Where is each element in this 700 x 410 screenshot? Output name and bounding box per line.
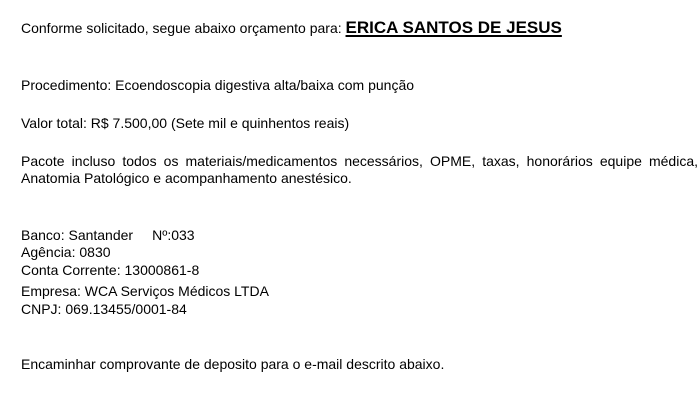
company-line: Empresa: WCA Serviços Médicos LTDA	[21, 283, 269, 299]
cnpj-line: CNPJ: 069.13455/0001-84	[21, 301, 187, 317]
account-line: Conta Corrente: 13000861-8	[21, 262, 200, 278]
total-value-line: Valor total: R$ 7.500,00 (Sete mil e quinhentos reais)	[21, 115, 350, 131]
intro-line	[21, 19, 562, 37]
bank-number: Nº:033	[152, 227, 195, 243]
intro-text: Conforme solicitado, segue abaixo orçamento para:	[21, 20, 342, 36]
closing-line: Encaminhar comprovante de deposito para o e-mail descrito abaixo.	[21, 356, 445, 372]
bank-name: Banco: Santander	[21, 227, 134, 243]
agency-line: Agência: 0830	[21, 244, 111, 260]
package-note: Pacote incluso todos os materiais/medicamentos necessários, OPME, taxas, honorários equipe médica, Anatomia Patológico e acompanhamento anestésico.	[21, 153, 698, 186]
procedure-line: Procedimento: Ecoendoscopia digestiva alta/baixa com punção	[21, 77, 415, 93]
bank-name-line	[21, 227, 195, 244]
client-name: ERICA SANTOS DE JESUS	[345, 18, 562, 37]
